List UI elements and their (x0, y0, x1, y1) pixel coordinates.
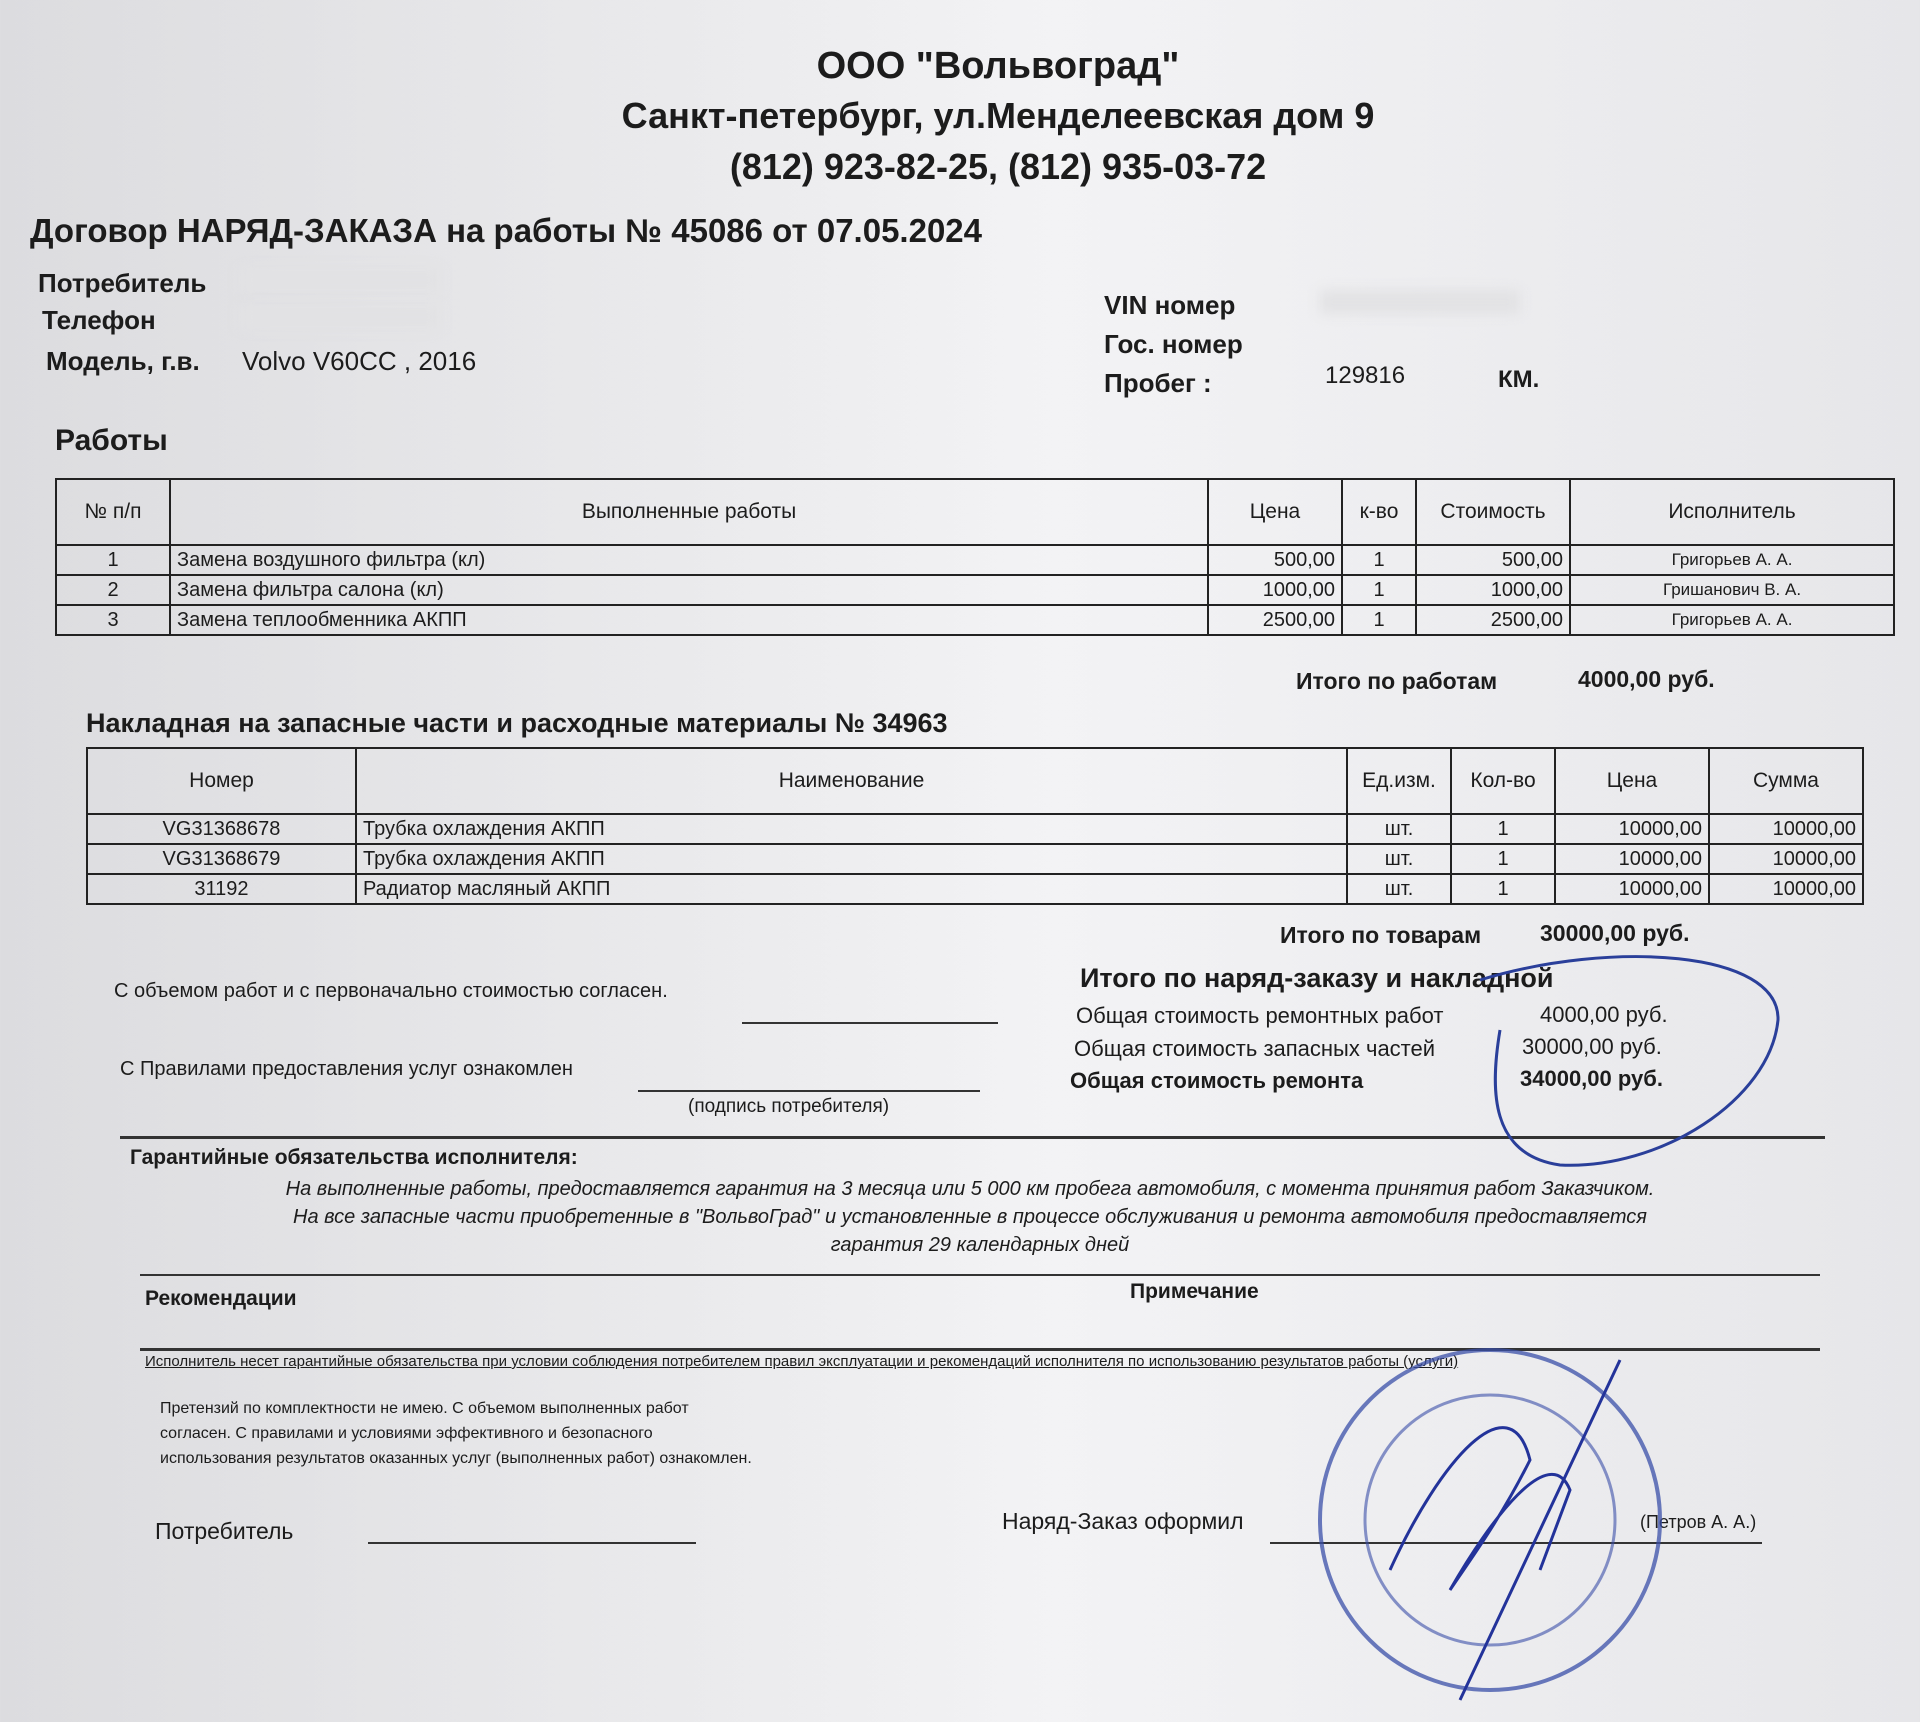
cell: 1000,00 (1416, 575, 1570, 605)
mileage-unit: КМ. (1498, 366, 1540, 393)
col-work: Выполненные работы (170, 479, 1208, 545)
recommendations-label: Рекомендации (145, 1287, 297, 1310)
table-row (87, 814, 1863, 844)
guarantee-line-1: На выполненные работы, предоставляется гарантия на 3 месяца или 5 000 км пробега автомобиля, с момента принятия работ Заказчиком. (285, 1178, 1655, 1200)
cell: 1000,00 (1208, 575, 1342, 605)
model-value: Volvo V60CC , 2016 (242, 346, 477, 376)
cell: Замена воздушного фильтра (кл) (170, 545, 1208, 575)
cell: VG31368678 (87, 814, 356, 844)
col-qty: Кол-во (1451, 748, 1555, 814)
signature-caption: (подпись потребителя) (688, 1096, 890, 1117)
cell: 1 (1451, 844, 1555, 874)
parts-table (86, 747, 1864, 905)
cell: 10000,00 (1709, 844, 1863, 874)
col-qty: к-во (1342, 479, 1416, 545)
table-row (56, 605, 1894, 635)
summary-parts-value: 30000,00 руб. (1522, 1034, 1662, 1059)
cell: 500,00 (1416, 545, 1570, 575)
redacted-consumer (240, 268, 440, 292)
cell: 10000,00 (1709, 814, 1863, 844)
redacted-vin (1320, 290, 1520, 314)
cell: Замена теплообменника АКПП (170, 605, 1208, 635)
col-unit: Ед.изм. (1347, 748, 1451, 814)
total-circle-mark (1460, 940, 1800, 1190)
cell: шт. (1347, 844, 1451, 874)
guarantee-line-2: На все запасные части приобретенные в "ВольвоГрад" и установленные в процессе обслуживания и ремонта автомобиля предоставляется (293, 1206, 1647, 1228)
footer-consumer-label: Потребитель (155, 1518, 294, 1544)
parts-total-label: Итого по товарам (1280, 922, 1482, 948)
cell: 3 (56, 605, 170, 635)
col-number: Номер (87, 748, 356, 814)
consumer-label: Потребитель (38, 268, 207, 298)
cell: 500,00 (1208, 545, 1342, 575)
works-title: Работы (55, 424, 168, 457)
summary-works-label: Общая стоимость ремонтных работ (1076, 1003, 1444, 1028)
cell: VG31368679 (87, 844, 356, 874)
issued-label: Наряд-Заказ оформил (1002, 1508, 1244, 1534)
cell: Григорьев А. А. (1570, 545, 1894, 575)
guarantee-title: Гарантийные обязательства исполнителя: (130, 1146, 578, 1169)
cell: Григорьев А. А. (1570, 605, 1894, 635)
col-executor: Исполнитель (1570, 479, 1894, 545)
issuer-name: (Петров А. А.) (1640, 1512, 1757, 1532)
company-phones: (812) 923-82-25, (812) 935-03-72 (729, 146, 1267, 187)
cell: 1 (56, 545, 170, 575)
table-row (56, 575, 1894, 605)
phone-label: Телефон (42, 305, 156, 335)
table-row (56, 545, 1894, 575)
note-label: Примечание (1130, 1280, 1259, 1303)
col-price: Цена (1555, 748, 1709, 814)
table-row (87, 874, 1863, 904)
claims-line: согласен. С правилами и условиями эффективного и безопасного (160, 1425, 653, 1442)
col-sum: Сумма (1709, 748, 1863, 814)
redacted-phone (240, 305, 440, 329)
summary-parts-label: Общая стоимость запасных частей (1074, 1036, 1436, 1061)
cell: 31192 (87, 874, 356, 904)
summary-title: Итого по наряд-заказу и накладной (1080, 963, 1554, 993)
table-row (87, 844, 1863, 874)
claims-line: Претензий по комплектности не имею. С объемом выполненных работ (160, 1400, 689, 1417)
claims-paragraph (160, 1396, 752, 1471)
agreement-rules: С Правилами предоставления услуг ознакомлен (120, 1058, 573, 1080)
cell: шт. (1347, 874, 1451, 904)
cell: 10000,00 (1555, 874, 1709, 904)
cell: Радиатор масляный АКПП (356, 874, 1347, 904)
mileage-label: Пробег : (1104, 368, 1212, 398)
summary-works-value: 4000,00 руб. (1540, 1002, 1668, 1027)
works-header-row (56, 479, 1894, 545)
parts-title: Накладная на запасные части и расходные материалы № 34963 (86, 708, 948, 738)
cell: 2500,00 (1208, 605, 1342, 635)
company-name: ООО "Вольвоград" (816, 45, 1180, 87)
parts-total-value: 30000,00 руб. (1540, 920, 1690, 946)
cell: 10000,00 (1555, 844, 1709, 874)
col-cost: Стоимость (1416, 479, 1570, 545)
cell: 1 (1451, 874, 1555, 904)
cell: 1 (1342, 605, 1416, 635)
company-stamp (1300, 1320, 1720, 1720)
guarantee-line-3: гарантия 29 календарных дней (830, 1234, 1130, 1256)
plate-label: Гос. номер (1104, 329, 1243, 359)
company-address: Санкт-петербург, ул.Менделеевская дом 9 (621, 95, 1375, 136)
cell: 10000,00 (1709, 874, 1863, 904)
warranty-conditions: Исполнитель несет гарантийные обязательства при условии соблюдения потребителем правил эксплуатации и рекомендаций исполнителя по использованию результатов работы (услуги) (145, 1353, 1459, 1370)
summary-total-label: Общая стоимость ремонта (1070, 1068, 1364, 1093)
page-title: Договор НАРЯД-ЗАКАЗА на работы № 45086 от 07.05.2024 (30, 212, 983, 249)
cell: 1 (1451, 814, 1555, 844)
col-price: Цена (1208, 479, 1342, 545)
vin-label: VIN номер (1104, 290, 1236, 320)
parts-header-row (87, 748, 1863, 814)
cell: 10000,00 (1555, 814, 1709, 844)
cell: 1 (1342, 575, 1416, 605)
works-total-label: Итого по работам (1296, 668, 1498, 694)
cell: шт. (1347, 814, 1451, 844)
model-label: Модель, г.в. (46, 346, 200, 376)
cell: Трубка охлаждения АКПП (356, 814, 1347, 844)
cell: 1 (1342, 545, 1416, 575)
col-name: Наименование (356, 748, 1347, 814)
works-table (55, 478, 1895, 636)
cell: Замена фильтра салона (кл) (170, 575, 1208, 605)
signature (1390, 1360, 1620, 1700)
works-total-value: 4000,00 руб. (1578, 666, 1715, 692)
mileage-value: 129816 (1325, 362, 1406, 389)
cell: 2500,00 (1416, 605, 1570, 635)
cell: Гришанович В. А. (1570, 575, 1894, 605)
agreement-scope: С объемом работ и с первоначально стоимостью согласен. (114, 980, 668, 1002)
cell: 2 (56, 575, 170, 605)
summary-total-value: 34000,00 руб. (1520, 1066, 1663, 1091)
cell: Трубка охлаждения АКПП (356, 844, 1347, 874)
claims-line: использования результатов оказанных услуг (выполненных работ) ознакомлен. (160, 1450, 752, 1467)
col-num: № п/п (56, 479, 170, 545)
